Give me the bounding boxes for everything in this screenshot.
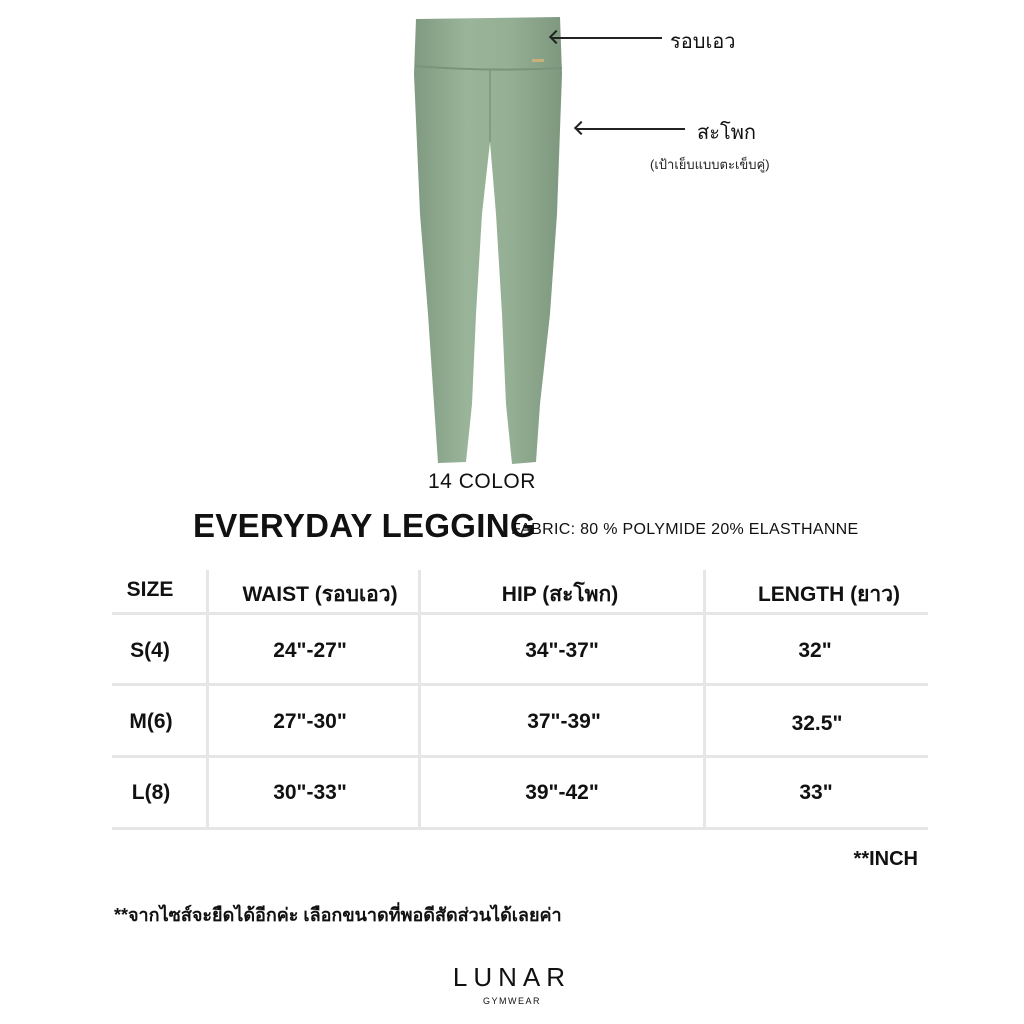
header-waist: WAIST (รอบเอว): [242, 583, 398, 606]
product-title: EVERYDAY LEGGING: [193, 507, 536, 544]
row-waist-cell: 30"-33": [273, 781, 347, 804]
row-hip-cell: 39"-42": [525, 781, 599, 804]
logo-tag-icon: [532, 59, 544, 62]
waist-callout: รอบเอว: [670, 31, 736, 53]
table-divider: [112, 755, 928, 758]
fabric-composition: FABRIC: 80 % POLYMIDE 20% ELASTHANNE: [511, 521, 859, 538]
brand-logo: LUNAR: [452, 962, 572, 992]
row-size-cell: L(8): [131, 781, 171, 804]
color-count-label: 14 COLOR: [428, 470, 536, 493]
table-divider: [112, 683, 928, 686]
hip-callout: สะโพก: [697, 122, 756, 144]
header-hip: HIP (สะโพก): [501, 583, 619, 606]
row-hip-cell: 34"-37": [525, 639, 599, 662]
row-waist-cell: 27"-30": [273, 710, 347, 733]
unit-note: **INCH: [853, 848, 918, 870]
table-divider: [112, 827, 928, 830]
header-size: SIZE: [126, 578, 174, 601]
row-waist-cell: 24"-27": [273, 639, 347, 662]
legging-body: [414, 17, 562, 464]
stretch-note: **จากไซส์จะยืดได้อีกค่ะ เลือกขนาดที่พอดีสัดส่วนได้เลยค่า: [114, 905, 562, 925]
size-chart-table: [112, 566, 928, 830]
legging-product-image: [400, 14, 580, 474]
table-divider: [206, 570, 209, 830]
row-size-cell: M(6): [129, 710, 173, 733]
table-divider: [112, 612, 928, 615]
waist-arrow: [552, 37, 662, 39]
row-hip-cell: 37"-39": [527, 710, 601, 733]
row-length-cell: 32": [798, 639, 832, 662]
row-size-cell: S(4): [130, 639, 170, 662]
hip-arrow: [577, 128, 685, 130]
hip-callout-note: (เป้าเย็บแบบตะเข็บคู่): [650, 157, 770, 172]
table-divider: [418, 570, 421, 830]
table-divider: [703, 570, 706, 830]
brand-tagline: GYMWEAR: [482, 996, 541, 1006]
row-length-cell: 33": [799, 781, 833, 804]
row-length-cell: 32.5": [791, 712, 843, 735]
header-length: LENGTH (ยาว): [757, 583, 901, 606]
